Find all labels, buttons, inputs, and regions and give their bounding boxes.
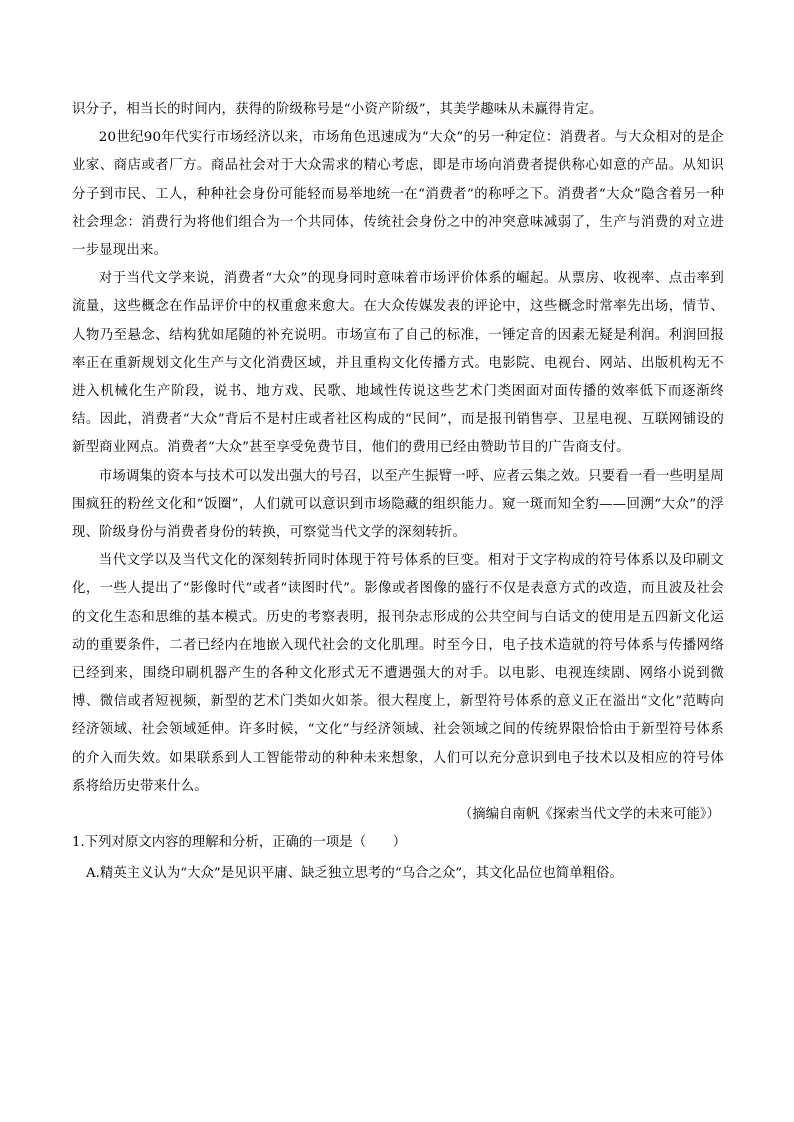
paragraph-4: 市场调集的资本与技术可以发出强大的号召，以至产生振臂一呼、应者云集之效。只要看一看一些明星周围疯狂的粉丝文化和“饭圈”，人们就可以意识到市场隐藏的组织能力。窥一斑而知全豹——回溯“大众”的浮现、阶级身份与消费者身份的转换，可察觉当代文学的深刻转折。 [72,468,724,541]
source-citation: （摘编自南帆《探索当代文学的未来可能》） [458,807,720,823]
paragraph-5: 当代文学以及当代文化的深刻转折同时体现于符号体系的巨变。相对于文字构成的符号体系以及印刷文化，一些人提出了“影像时代”或者“读图时代”。影像或者图像的盛行不仅是表意方式的改造，而且波及社会的文化生态和思维的基本模式。历史的考察表明，报刊杂志形成的公共空间与白话文的使用是五四新文化运动的重要条件，二者已经内在地嵌入现代社会的文化肌理。时至今日，电子技术造就的符号体系与传播网络已经到来，围绕印刷机器产生的各种文化形式无不遭遇强大的对手。以电影、电视连续剧、网络小说到微博、微信或者短视频，新型的艺术门类如火如荼。很大程度上，新型符号体系的意义正在溢出“文化”范畴向经济领域、社会领域延伸。许多时候，“文化”与经济领域、社会领域之间的传统界限恰恰由于新型符号体系的介入而失效。如果联系到人工智能带动的种种未来想象，人们可以充分意识到电子技术以及相应的符号体系将给历史带来什么。 [72,553,724,794]
question-1: 1.下列对原文内容的理解和分析，正确的一项是（ ） [72,835,407,851]
option-a: A.精英主义认为“大众”是见识平庸、缺乏独立思考的“乌合之众”，其文化品位也简单粗俗。 [86,866,623,882]
paragraph-1: 识分子，相当长的时间内，获得的阶级称号是“小资产阶级”，其美学趣味从未赢得肯定。 [72,102,603,117]
paragraph-2: 20世纪90年代实行市场经济以来，市场角色迅速成为“大众”的另一种定位：消费者。与大众相对的是企业家、商店或者厂方。商品社会对于大众需求的精心考虑，即是市场向消费者提供称心如意的产品。从知识分子到市民、工人，种种社会身份可能轻而易举地统一在“消费者”的称呼之下。消费者“大众”隐含着另一种社会理念：消费行为将他们组合为一个共同体，传统社会身份之中的冲突意味减弱了，生产与消费的对立进一步显现出来。 [72,130,724,259]
document-body [72,96,724,891]
paragraph-3: 对于当代文学来说，消费者“大众”的现身同时意味着市场评价体系的崛起。从票房、收视率、点击率到流量，这些概念在作品评价中的权重愈来愈大。在大众传媒发表的评论中，这些概念时常率先出场，情节、人物乃至悬念、结构犹如尾随的补充说明。市场宣布了自己的标准，一锤定音的因素无疑是利润。利润回报率正在重新规划文化生产与文化消费区域，并且重构文化传播方式。电影院、电视台、网站、出版机构无不进入机械化生产阶段，说书、地方戏、民歌、地域性传说这些艺术门类困面对面传播的效率低下而逐渐终结。因此，消费者“大众”背后不是村庄或者社区构成的“民间”，而是报刊销售亭、卫星电视、互联网铺设的新型商业网点。消费者“大众”甚至享受免费节目，他们的费用已经由赞助节目的广告商支付。 [72,271,724,456]
